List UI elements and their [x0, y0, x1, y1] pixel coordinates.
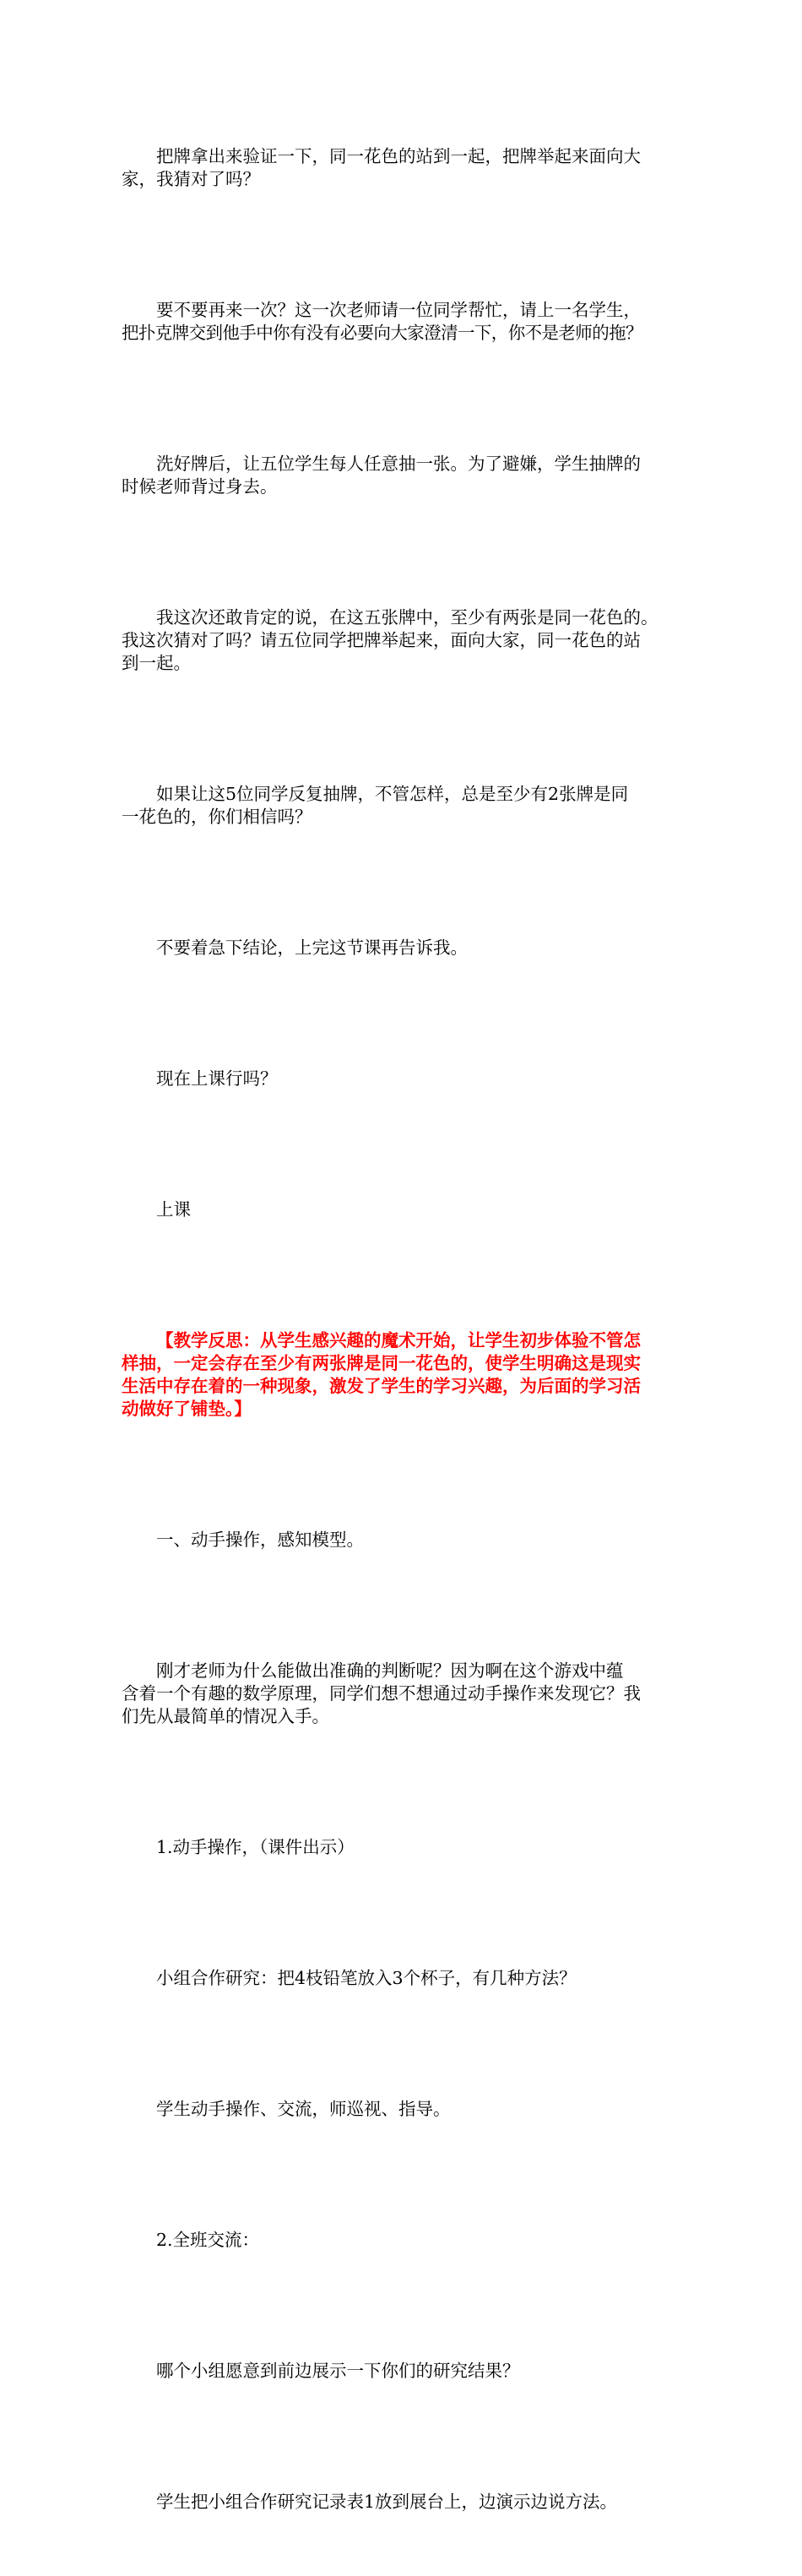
paragraph-start-class-question	[122, 1022, 682, 1136]
paragraph-math-principle	[122, 1614, 682, 1774]
text-line: 2.全班交流：	[156, 2230, 260, 2250]
text-line: 到一起。	[122, 653, 191, 673]
text-line: 现在上课行吗？	[156, 1068, 278, 1089]
text-line: 们先从最简单的情况入手。	[122, 1706, 329, 1726]
paragraph-shuffle	[122, 407, 682, 544]
text-line: 动做好了铺垫。】	[122, 1399, 252, 1419]
text-line: 不要着急下结论，上完这节课再告诉我。	[156, 937, 468, 958]
text-line: 生活中存在着的一种现象，激发了学生的学习兴趣，为后面的学习活	[122, 1376, 641, 1396]
text-line: 一花色的，你们相信吗？	[122, 807, 312, 827]
paragraph-no-conclusion	[122, 891, 682, 1005]
text-line: 上课	[156, 1199, 191, 1220]
paragraph-verify-cards	[122, 100, 682, 236]
text-line: 【教学反思：从学生感兴趣的魔术开始，让学生初步体验不管怎	[156, 1330, 641, 1350]
text-line: 家，我猜对了吗？	[122, 169, 260, 189]
teaching-reflection	[122, 1284, 682, 1466]
document-body	[122, 100, 682, 2576]
paragraph-group-research	[122, 1921, 682, 2035]
text-line: 我这次还敢肯定的说，在这五张牌中，至少有两张是同一花色的。	[156, 607, 658, 628]
text-line: 我这次猜对了吗？请五位同学把牌举起来，面向大家，同一花色的站	[122, 630, 641, 650]
text-line: 时候老师背过身去。	[122, 476, 278, 497]
paragraph-which-group	[122, 2314, 682, 2428]
text-line: 把扑克牌交到他手中你有没有必要向大家澄清一下，你不是老师的拖？	[122, 323, 642, 343]
text-line: 哪个小组愿意到前边展示一下你们的研究结果？	[156, 2361, 520, 2381]
text-line: 一、动手操作，感知模型。	[156, 1530, 364, 1550]
section-heading-hands-on	[122, 1483, 682, 1597]
step-hands-on	[122, 1791, 682, 1905]
paragraph-try-again	[122, 253, 682, 390]
text-line: 样抽，一定会存在至少有两张牌是同一花色的，使学生明确这是现实	[122, 1353, 641, 1373]
text-line: 如果让这5位同学反复抽牌，不管怎样，总是至少有2张牌是同	[156, 784, 629, 804]
text-line: 洗好牌后，让五位学生每人任意抽一张。为了避嫌，学生抽牌的	[156, 454, 641, 474]
text-line: 把牌拿出来验证一下，同一花色的站到一起，把牌举起来面向大	[156, 146, 641, 166]
text-line: 要不要再来一次？这一次老师请一位同学帮忙，请上一名学生，	[156, 300, 641, 320]
paragraph-student-activity	[122, 2052, 682, 2166]
text-line: 学生动手操作、交流，师巡视、指导。	[156, 2099, 451, 2119]
paragraph-repeat-draw	[122, 737, 682, 874]
text-line: 刚才老师为什么能做出准确的判断呢？因为啊在这个游戏中蕴	[156, 1660, 624, 1681]
text-line: 学生把小组合作研究记录表1放到展台上，边演示边说方法。	[156, 2492, 618, 2512]
text-line: 小组合作研究：把4枝铅笔放入3个杯子，有几种方法？	[156, 1968, 577, 1988]
step-class-exchange	[122, 2183, 682, 2297]
paragraph-record-table	[122, 2445, 682, 2559]
text-line: 1.动手操作，（课件出示）	[156, 1837, 355, 1857]
paragraph-five-cards	[122, 561, 682, 720]
text-line: 含着一个有趣的数学原理，同学们想不想通过动手操作来发现它？我	[122, 1683, 641, 1704]
paragraph-start-class	[122, 1153, 682, 1267]
